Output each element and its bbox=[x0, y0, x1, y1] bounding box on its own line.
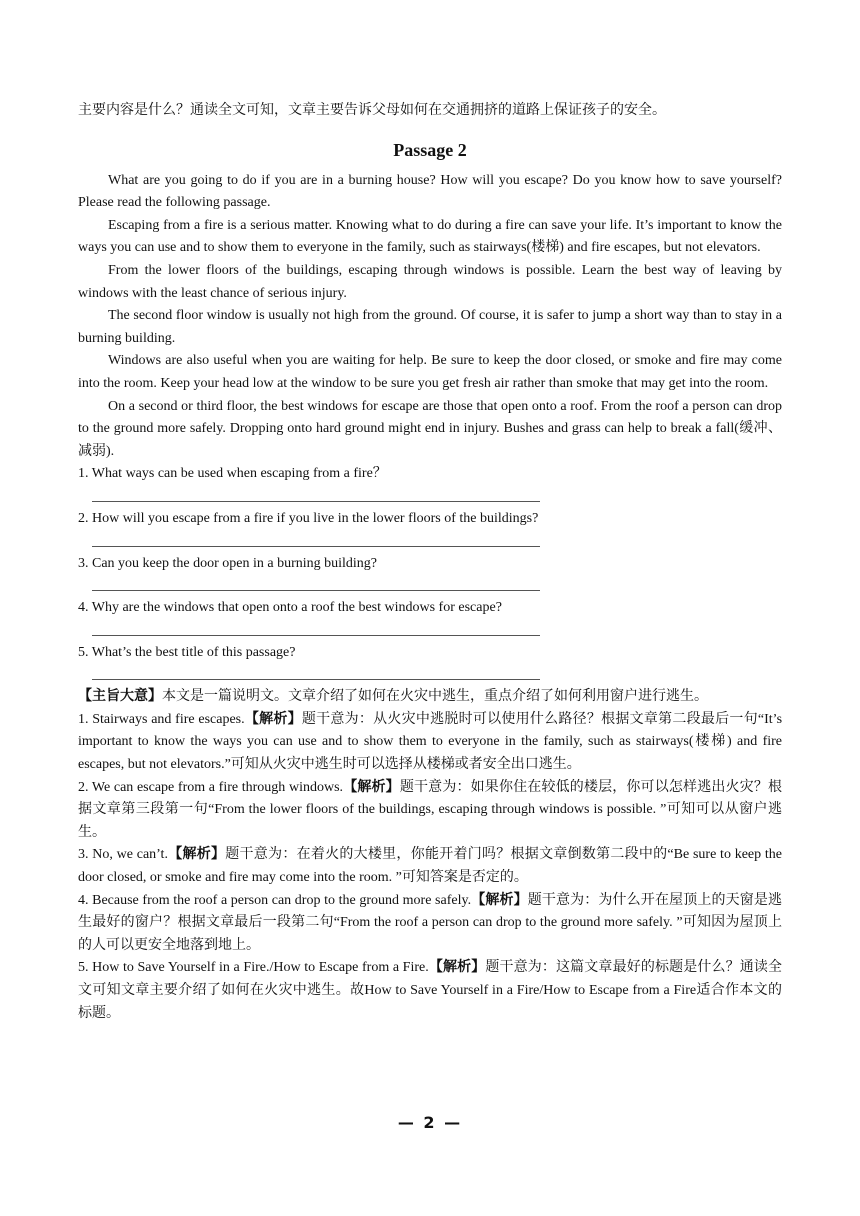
question: 5. What’s the best title of this passage? bbox=[78, 644, 296, 660]
answer-text: 5. How to Save Yourself in a Fire./How to Escape from a Fire. bbox=[78, 960, 429, 976]
answer-item bbox=[78, 890, 782, 958]
answer-blank[interactable] bbox=[92, 664, 540, 680]
analysis-text: 题干意为：在着火的大楼里，你能开着门吗？根据文章倒数第二段中的“Be sure to keep the door closed, or smoke and fire may come into the room. ”可知答案是否定的。 bbox=[78, 847, 782, 886]
paragraph: From the lower floors of the buildings, escaping through windows is possible. Learn the best way of leaving by windows with the least chance of serious injury. bbox=[78, 262, 782, 301]
analysis-label: 【解析】 bbox=[471, 892, 528, 908]
summary bbox=[78, 686, 782, 709]
answer-text: 3. No, we can’t. bbox=[78, 847, 168, 863]
question: 4. Why are the windows that open onto a roof the best windows for escape? bbox=[78, 600, 502, 616]
answer-text: 1. Stairways and fire escapes. bbox=[78, 711, 245, 727]
page-number: — 2 — bbox=[397, 1113, 463, 1132]
answer-item bbox=[78, 957, 782, 1025]
paragraph: What are you going to do if you are in a burning house? How will you escape? Do you know how to save yourself? Please read the following passage. bbox=[78, 172, 782, 211]
analysis-label: 【解析】 bbox=[428, 960, 486, 976]
question: 1. What ways can be used when escaping from a fire？ bbox=[78, 466, 387, 482]
answer-item bbox=[78, 777, 782, 845]
answer-blank[interactable] bbox=[92, 620, 540, 636]
answer-key bbox=[78, 709, 782, 1025]
paragraph: The second floor window is usually not high from the ground. Of course, it is safer to jump a short way than to stay in a burning building. bbox=[78, 308, 782, 346]
analysis-text: 题干意为：为什么开在屋顶上的天窗是逃生最好的窗户？根据文章最后一段第二句“From the roof a person can drop to the ground more safely. ”可知因为屋顶上的人可以更安全地落到地上。 bbox=[78, 892, 783, 953]
analysis-label: 【解析】 bbox=[343, 779, 400, 795]
answer-text: 4. Because from the roof a person can drop to the ground more safely. bbox=[78, 892, 472, 908]
analysis-label: 【解析】 bbox=[167, 847, 226, 863]
analysis-text: 题干意为：这篇文章最好的标题是什么？通读全文可知文章主要介绍了如何在火灾中逃生。故How to Save Yourself in a Fire/How to Escape from a Fire适合作本文的标题。 bbox=[78, 960, 782, 1021]
question-list bbox=[78, 463, 782, 680]
previous-passage-tail: 主要内容是什么？通读全文可知，文章主要告诉父母如何在交通拥挤的道路上保证孩子的安全。 bbox=[78, 103, 666, 118]
summary-text: 本文是一篇说明文。文章介绍了如何在火灾中逃生，重点介绍了如何利用窗户进行逃生。 bbox=[162, 689, 708, 705]
analysis-text: 题干意为：从火灾中逃脱时可以使用什么路径？根据文章第二段最后一句“It’s important to know the ways you can use and to show them to everyone in the family, such as stairways(楼梯) and fire escapes, but not elevators.”可知从火灾中逃生时可以选择从楼梯或者安全出口逃生。 bbox=[78, 711, 783, 773]
document-page bbox=[78, 100, 782, 1025]
analysis-text: 题干意为：如果你住在较低的楼层，你可以怎样逃出火灾？根据文章第三段第一句“From the lower floors of the buildings, escaping through windows is possible. ”可知可以从窗户逃生。 bbox=[78, 779, 782, 840]
passage-title: Passage 2 bbox=[393, 139, 467, 160]
answer-blank[interactable] bbox=[92, 486, 540, 502]
analysis-label: 【解析】 bbox=[244, 711, 302, 727]
summary-label: 【主旨大意】 bbox=[78, 689, 162, 705]
paragraph: Windows are also useful when you are waiting for help. Be sure to keep the door closed, or smoke and fire may come into the room. Keep your head low at the window to be sure you get fresh air rather than smoke that may get into the room. bbox=[78, 353, 782, 391]
answer-item bbox=[78, 844, 782, 889]
paragraph: On a second or third floor, the best windows for escape are those that open onto a roof. From the roof a person can drop to the ground more safely. Dropping onto hard ground might end in injury. Bushes and grass can help to break a fall(缓冲、减弱). bbox=[78, 398, 782, 459]
answer-text: 2. We can escape from a fire through windows. bbox=[78, 779, 344, 795]
answer-blank[interactable] bbox=[92, 575, 540, 591]
question: 2. How will you escape from a fire if you live in the lower floors of the buildings? bbox=[78, 510, 539, 526]
answer-blank[interactable] bbox=[92, 531, 540, 547]
paragraph: Escaping from a fire is a serious matter. Knowing what to do during a fire can save your life. It’s important to know the ways you can use and to show them to everyone in the family, such as stairways(楼梯) and fire escapes, but not elevators. bbox=[78, 217, 782, 256]
answer-item bbox=[78, 709, 782, 777]
question: 3. Can you keep the door open in a burning building? bbox=[78, 555, 377, 571]
